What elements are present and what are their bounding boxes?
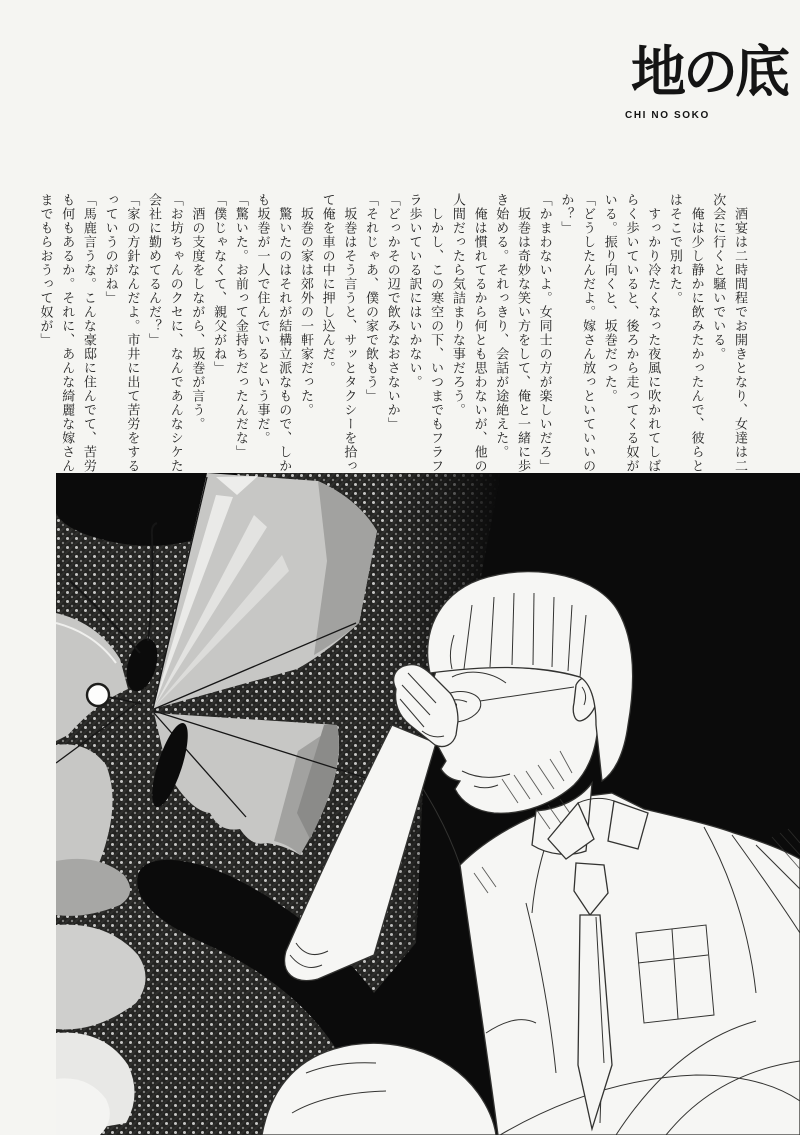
- story-column: いる。振り向くと、坂巻だった。: [601, 193, 617, 403]
- story-column: 「どっかその辺で飲みなおさないか」: [384, 193, 400, 431]
- story-column: らく歩いていると、後ろから走ってくる奴が: [623, 193, 639, 473]
- story-column: っていうのがね」: [102, 193, 118, 305]
- story-column: 会社に勤めてるんだ？」: [146, 193, 162, 347]
- story-column: 「それじゃあ、僕の家で飲もう」: [363, 193, 379, 403]
- page-title: 地の底: [630, 39, 787, 104]
- story-column: 「驚いた。お前って金持ちだったんだな」: [232, 193, 248, 459]
- story-illustration: [56, 473, 800, 1135]
- story-column: 「どうしたんだよ。嫁さん放っといていいの: [580, 193, 596, 473]
- story-column: 「家の方針なんだよ。市井に出て苦労をする: [124, 193, 140, 473]
- story-column: しかし、この寒空の下、いつまでもフラフ: [428, 193, 444, 473]
- story-column: 「かまわないよ。女同士の方が楽しいだろ」: [536, 193, 552, 473]
- story-column: までもらおうって奴が」: [37, 193, 53, 347]
- story-column: 次会に行くと騒いでいる。: [710, 193, 726, 361]
- story-column: すっかり冷たくなった夜風に吹かれてしば: [645, 193, 661, 473]
- story-column: 人間だったら気詰まりな事だろう。: [449, 193, 465, 417]
- story-text: [34, 193, 750, 477]
- story-column: 坂巻の家は郊外の一軒家だった。: [297, 193, 313, 417]
- story-column: も坂巻が一人で住んでいるという事だ。: [254, 193, 270, 445]
- story-column: 「お坊ちゃんのクセに、なんであんなシケた: [167, 193, 183, 473]
- story-column: 坂巻は奇妙な笑い方をして、俺と一緒に歩: [514, 193, 530, 473]
- story-column: ラ歩いている訳にはいかない。: [406, 193, 422, 389]
- story-column: 坂巻はそう言うと、サッとタクシーを拾っ: [341, 193, 357, 473]
- story-column: 俺は少し静かに飲みたかったんで、彼らと: [688, 193, 704, 473]
- story-column: も何もあるか。それに、あんな綺麗な嫁さん: [59, 193, 75, 473]
- story-column: き始める。それっきり、会話が途絶えた。: [493, 193, 509, 459]
- story-column: 驚いたのはそれが結構立派なもので、しか: [276, 193, 292, 473]
- story-column: 「僕じゃなくて、親父がね」: [211, 193, 227, 375]
- story-column: 俺は慣れてるから何とも思わないが、他の: [471, 193, 487, 473]
- page-title-romaji: CHI NO SOKO: [625, 110, 710, 121]
- story-column: 「馬鹿言うな。こんな豪邸に住んでて、苦労: [80, 193, 96, 473]
- story-column: 酒の支度をしながら、坂巻が言う。: [189, 193, 205, 431]
- story-column: 酒宴は二時間程でお開きとなり、女達は二: [732, 193, 747, 473]
- story-column: て俺を車の中に押し込んだ。: [319, 193, 335, 375]
- story-column: はそこで別れた。: [666, 193, 682, 305]
- story-column: か？」: [558, 193, 574, 235]
